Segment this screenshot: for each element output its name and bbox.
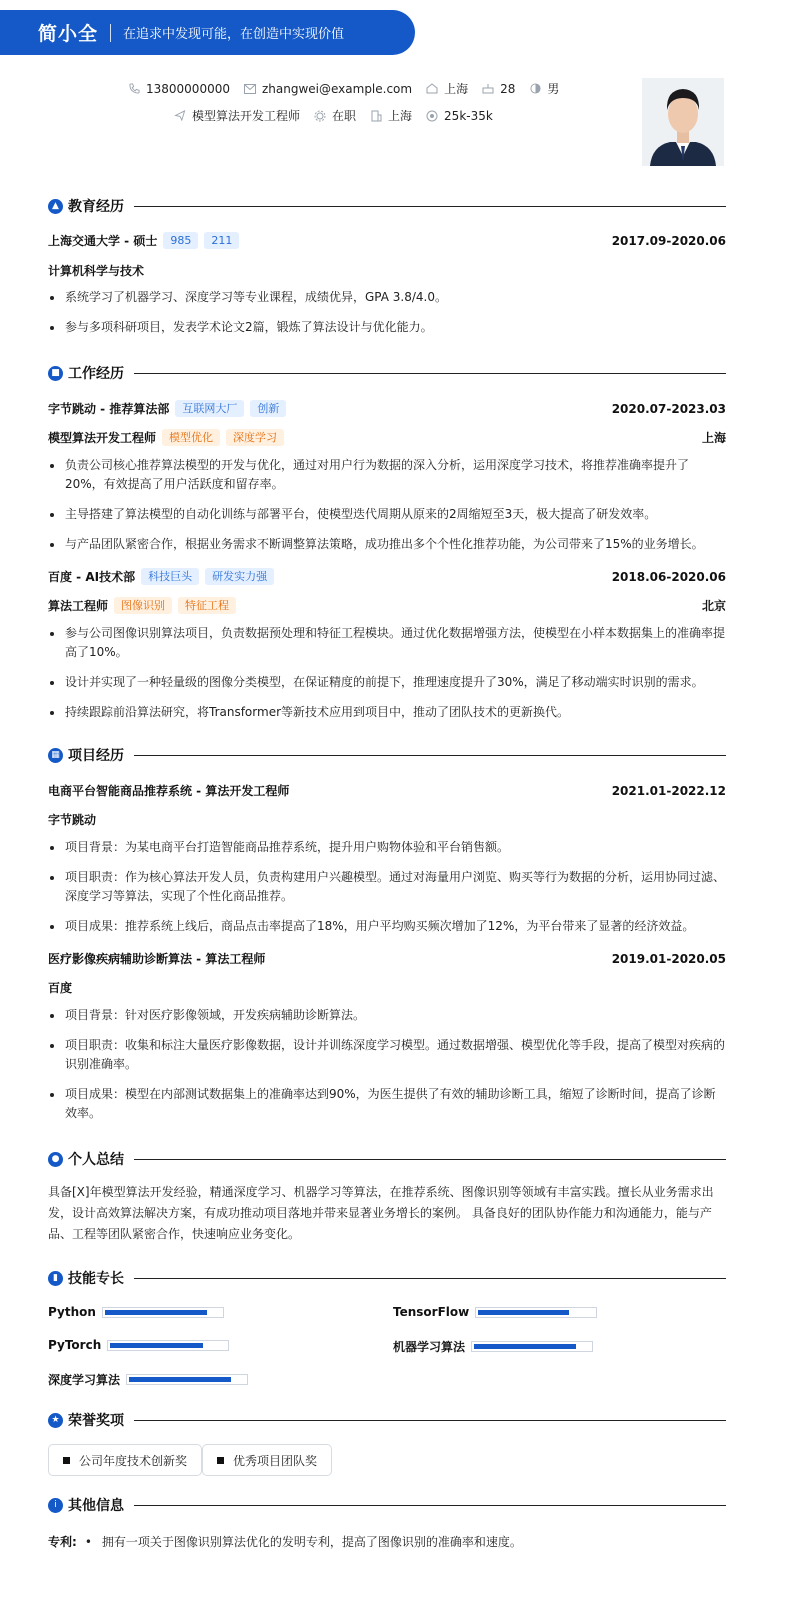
work-company: 字节跳动 - 推荐算法部	[48, 402, 170, 416]
bullet-dot: •	[84, 1534, 92, 1549]
section-summary	[48, 1149, 726, 1169]
section-divider	[134, 1159, 726, 1160]
grid-icon: ▦	[48, 748, 63, 763]
age-item	[482, 82, 515, 96]
education-major: 计算机科学与技术	[48, 264, 145, 278]
section-skills	[48, 1268, 726, 1288]
work-company: 百度 - AI技术部	[48, 570, 136, 584]
gender-icon	[529, 83, 541, 95]
skill-name: TensorFlow	[393, 1305, 470, 1319]
status-item	[314, 107, 356, 124]
other-label: 专利:	[48, 1535, 77, 1549]
role-tag: 图像识别	[114, 597, 172, 614]
skill-name: PyTorch	[48, 1338, 102, 1352]
skill-bar-fill	[478, 1310, 568, 1315]
email-item	[244, 82, 412, 96]
work-role-row	[48, 429, 726, 446]
work-bullets	[48, 456, 726, 565]
section-title: 工作经历	[68, 366, 124, 382]
send-icon	[174, 110, 186, 122]
section-title: 个人总结	[68, 1152, 124, 1168]
education-bullets	[48, 288, 726, 348]
candidate-name: 简小全	[38, 23, 99, 45]
section-education	[48, 196, 726, 216]
bullet-item: 项目成果：推荐系统上线后，商品点击率提高了18%，用户平均购买频次增加了12%，为平台带来了显著的经济效益。	[48, 917, 726, 936]
section-divider	[134, 1505, 726, 1506]
position-text: 模型算法开发工程师	[192, 109, 301, 123]
project-title: 电商平台智能商品推荐系统 - 算法开发工程师	[48, 784, 290, 798]
skill-bar	[126, 1374, 248, 1385]
work-city-text: 上海	[388, 109, 413, 123]
bullet-item: 项目成果：模型在内部测试数据集上的准确率达到90%，为医生提供了有效的辅助诊断工具，缩短了诊断时间，提高了诊断效率。	[48, 1085, 726, 1123]
profile-photo	[642, 78, 724, 166]
work-role-row	[48, 597, 726, 614]
status-text: 在职	[332, 109, 357, 123]
work-bullets	[48, 624, 726, 733]
header-divider	[110, 24, 111, 42]
education-school: 上海交通大学 - 硕士	[48, 234, 158, 248]
bullet-item: 与产品团队紧密合作，根据业务需求不断调整算法策略，成功推出多个个性化推荐功能，为公司带来了15%的业务增长。	[48, 535, 726, 554]
work-header	[48, 400, 726, 417]
role-tag: 特征工程	[178, 597, 236, 614]
bullet-item: 参与公司图像识别算法项目，负责数据预处理和特征工程模块。通过优化数据增强方法，使模型在小样本数据集上的准确率提高了10%。	[48, 624, 726, 662]
section-divider	[134, 1420, 726, 1421]
bullet-item: 主导搭建了算法模型的自动化训练与部署平台，使模型迭代周期从原来的2周缩短至3天，极大提高了研发效率。	[48, 505, 726, 524]
home-icon	[426, 83, 438, 95]
bullet-item: 负责公司核心推荐算法模型的开发与优化，通过对用户行为数据的深入分析，运用深度学习技术，将推荐准确率提升了20%，有效提高了用户活跃度和留存率。	[48, 456, 726, 494]
project-title: 医疗影像疾病辅助诊断算法 - 算法工程师	[48, 952, 266, 966]
bullet-item: 项目背景：为某电商平台打造智能商品推荐系统，提升用户购物体验和平台销售额。	[48, 838, 726, 857]
building-icon	[370, 110, 382, 122]
bar-chart-icon: ▮	[48, 1271, 63, 1286]
info-icon: i	[48, 1498, 63, 1513]
work-date: 2020.07-2023.03	[611, 401, 726, 416]
skill-bar-fill	[129, 1377, 231, 1382]
other-text: 拥有一项关于图像识别算法优化的发明专利，提高了图像识别的准确率和速度。	[101, 1535, 522, 1549]
briefcase-icon: ■	[48, 366, 63, 381]
project-org: 百度	[48, 981, 73, 995]
cake-icon	[482, 83, 494, 95]
school-tag: 211	[204, 232, 239, 249]
section-divider	[134, 373, 726, 374]
section-title: 其他信息	[68, 1498, 124, 1514]
skill-name: 机器学习算法	[393, 1340, 466, 1354]
project-bullets	[48, 838, 726, 947]
skill-bar	[107, 1340, 229, 1351]
project-date: 2019.01-2020.05	[611, 951, 726, 966]
square-bullet-icon	[63, 1457, 70, 1464]
honor-text: 公司年度技术创新奖	[79, 1453, 188, 1468]
section-title: 教育经历	[68, 199, 124, 215]
bullet-item: 持续跟踪前沿算法研究，将Transformer等新技术应用到项目中，推动了团队技术的更新换代。	[48, 703, 726, 722]
honor-badge	[202, 1444, 332, 1476]
gender-text: 男	[547, 82, 560, 96]
header-banner	[0, 10, 415, 55]
skill-bar-fill	[110, 1343, 203, 1348]
company-tag: 研发实力强	[205, 568, 274, 585]
section-title: 项目经历	[68, 748, 124, 764]
skill-item	[48, 1305, 224, 1319]
work-header	[48, 568, 726, 585]
mail-icon	[244, 83, 256, 95]
section-work	[48, 363, 726, 383]
section-title: 荣誉奖项	[68, 1413, 124, 1429]
project-org-row	[48, 979, 726, 996]
skill-bar	[475, 1307, 597, 1318]
job-info-row	[174, 107, 507, 124]
skill-item	[393, 1338, 593, 1355]
skill-item	[48, 1338, 229, 1352]
company-tag: 互联网大厂	[175, 400, 244, 417]
skill-item	[48, 1371, 248, 1388]
city-text: 上海	[444, 82, 469, 96]
section-project	[48, 745, 726, 765]
section-divider	[134, 1278, 726, 1279]
salary-item	[426, 109, 493, 123]
skill-bar	[471, 1341, 593, 1352]
work-role: 模型算法开发工程师	[48, 431, 157, 445]
role-tag: 模型优化	[162, 429, 220, 446]
medal-icon: ★	[48, 1413, 63, 1428]
other-info-row	[48, 1533, 726, 1550]
section-honors	[48, 1410, 726, 1430]
work-role: 算法工程师	[48, 599, 109, 613]
phone-item	[128, 82, 230, 96]
project-org-row	[48, 811, 726, 828]
education-major-row	[48, 262, 726, 279]
company-tag: 创新	[250, 400, 286, 417]
graduation-cap-icon: ▲	[48, 199, 63, 214]
bullet-item: 系统学习了机器学习、深度学习等专业课程，成绩优异，GPA 3.8/4.0。	[48, 288, 726, 307]
user-icon: ●	[48, 1152, 63, 1167]
skill-name: Python	[48, 1305, 96, 1319]
skill-bar	[102, 1307, 224, 1318]
square-bullet-icon	[217, 1457, 224, 1464]
email-text: zhangwei@example.com	[261, 81, 413, 96]
section-divider	[134, 755, 726, 756]
bullet-item: 项目职责：收集和标注大量医疗影像数据，设计并训练深度学习模型。通过数据增强、模型优化等手段，提高了模型对疾病的识别准确率。	[48, 1036, 726, 1074]
gender-item	[529, 80, 559, 97]
bullet-item: 项目职责：作为核心算法开发人员，负责构建用户兴趣模型。通过对海量用户浏览、购买等行为数据的分析，运用协同过滤、深度学习等算法，实现了个性化商品推荐。	[48, 868, 726, 906]
age-text: 28	[500, 81, 516, 96]
position-item	[174, 107, 300, 124]
skill-item	[393, 1305, 597, 1319]
coin-icon	[426, 110, 438, 122]
role-tag: 深度学习	[226, 429, 284, 446]
bullet-item: 设计并实现了一种轻量级的图像分类模型，在保证精度的前提下，推理速度提升了30%，满足了移动端实时识别的需求。	[48, 673, 726, 692]
work-city-item	[370, 107, 412, 124]
bullet-item: 项目背景：针对医疗影像领域，开发疾病辅助诊断算法。	[48, 1006, 726, 1025]
education-header	[48, 232, 726, 249]
gear-icon	[314, 110, 326, 122]
work-date: 2018.06-2020.06	[611, 569, 726, 584]
section-title: 技能专长	[68, 1271, 124, 1287]
project-bullets	[48, 1006, 726, 1134]
education-date: 2017.09-2020.06	[611, 233, 726, 248]
summary-text: 具备[X]年模型算法开发经验，精通深度学习、机器学习等算法，在推荐系统、图像识别等领域有丰富实践。擅长从业务需求出发，设计高效算法解决方案，有成功推动项目落地并带来显著业务增长的案例。 具备良好的团队协作能力和沟通能力，能与产品、工程等团队紧密合作，快速响应业务变化。	[48, 1185, 714, 1241]
phone-text: 13800000000	[146, 81, 230, 96]
school-tag: 985	[163, 232, 198, 249]
city-item	[426, 80, 468, 97]
salary-text: 25k-35k	[444, 108, 493, 123]
honor-text: 优秀项目团队奖	[233, 1453, 318, 1468]
work-location: 北京	[701, 599, 726, 613]
bullet-item: 参与多项科研项目，发表学术论文2篇，锻炼了算法设计与优化能力。	[48, 318, 726, 337]
skill-bar-fill	[474, 1344, 576, 1349]
project-header	[48, 782, 726, 799]
project-header	[48, 950, 726, 967]
skill-name: 深度学习算法	[48, 1373, 121, 1387]
project-org: 字节跳动	[48, 813, 97, 827]
section-other	[48, 1495, 726, 1515]
contact-info-row	[128, 80, 573, 97]
project-date: 2021.01-2022.12	[611, 783, 726, 798]
company-tag: 科技巨头	[141, 568, 199, 585]
skill-bar-fill	[105, 1310, 207, 1315]
phone-icon	[128, 83, 140, 95]
section-divider	[134, 206, 726, 207]
work-location: 上海	[701, 431, 726, 445]
candidate-slogan: 在追求中发现可能，在创造中实现价值	[123, 27, 345, 42]
honor-badge	[48, 1444, 202, 1476]
